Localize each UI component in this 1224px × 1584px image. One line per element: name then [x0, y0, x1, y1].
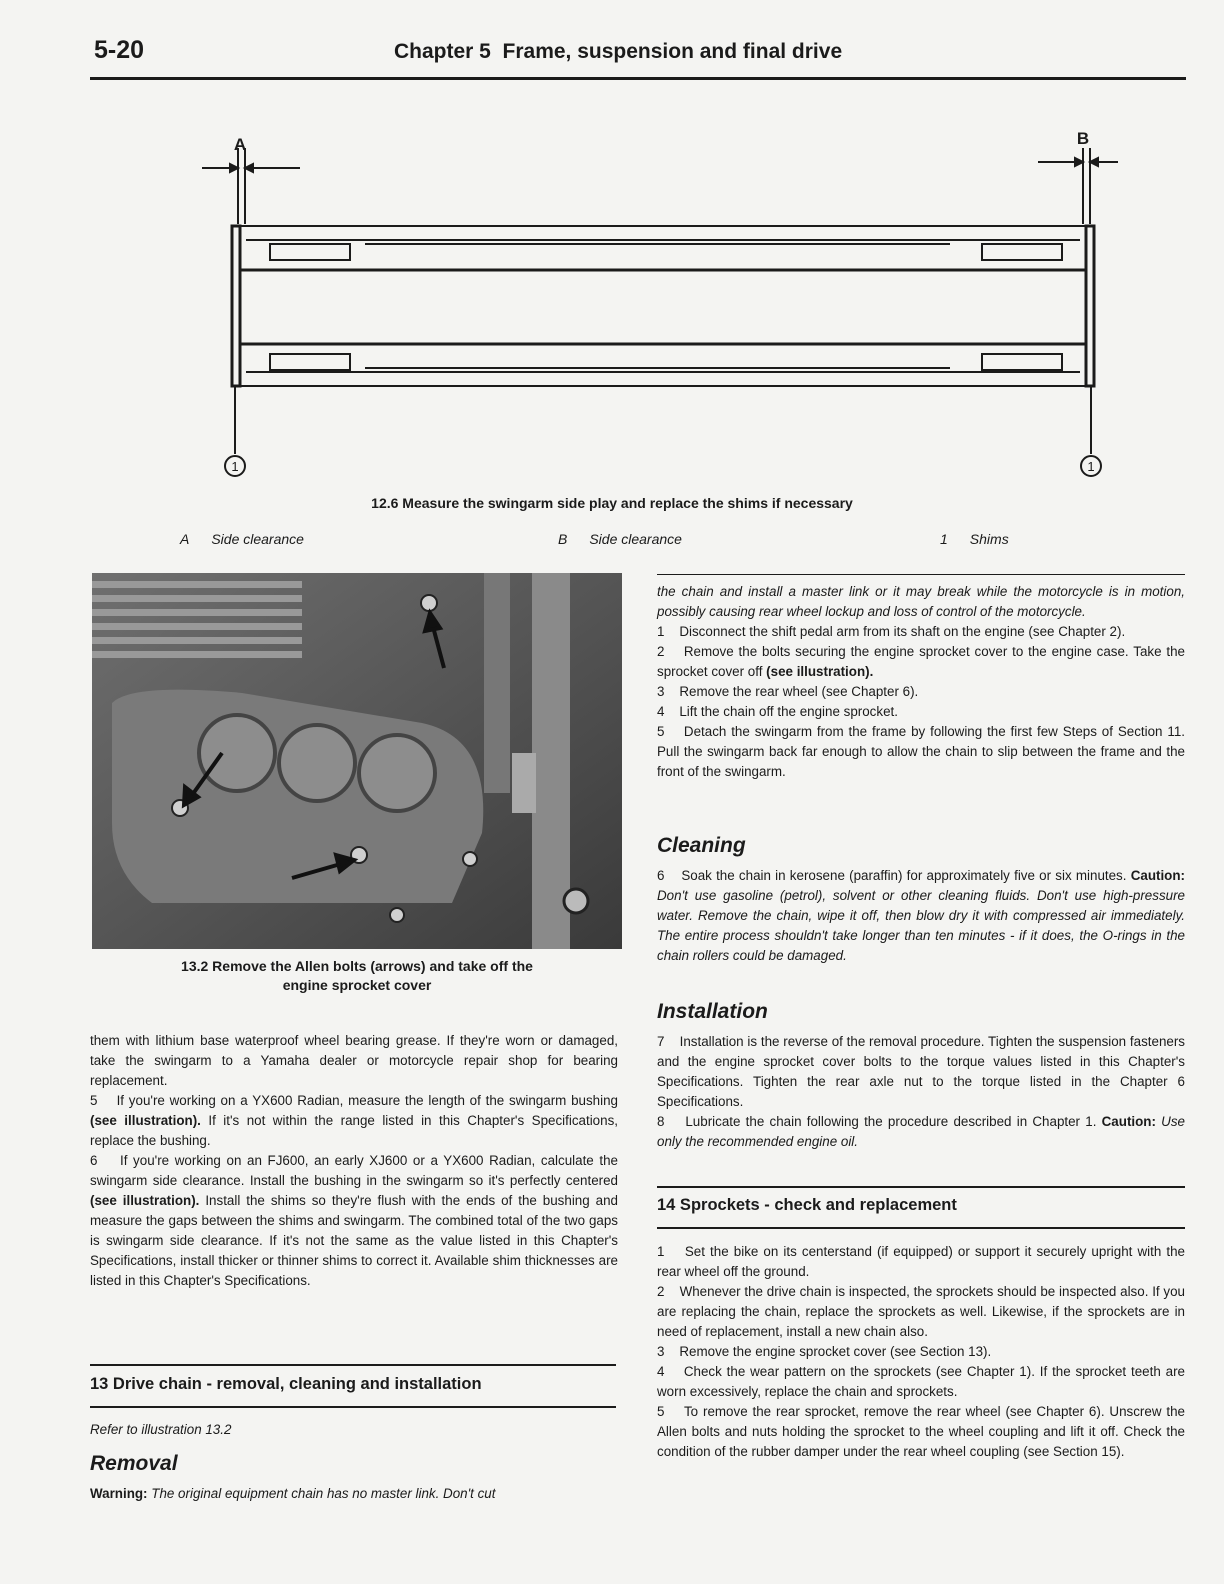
sprocket-step-3: [657, 1342, 1185, 1362]
photo-caption-line2: engine sprocket cover: [282, 977, 432, 993]
step-text: Disconnect the shift pedal arm from its shaft on the engine (see Chapter 2).: [679, 624, 1126, 639]
step-text: Whenever the drive chain is inspected, the sprockets should be inspected also. If you are replacing the chain, replace the sprockets as well. Likewise, if the sprockets are in need of replacement, install a new chain also.: [657, 1284, 1185, 1339]
warning-continued: [657, 582, 1185, 622]
callout-shims-right: 1: [1087, 459, 1095, 474]
caution-label: Caution:: [1130, 868, 1185, 883]
right-column-text: [657, 582, 1185, 782]
cleaning-step-6: [657, 866, 1185, 966]
paragraph-text: If you're working on an FJ600, an early XJ600 or a YX600 Radian, calculate the swingarm side clearance. Install the bushing in the swingarm so it's perfectly centered: [90, 1153, 618, 1188]
step-number: 3: [657, 1344, 665, 1359]
installation-text: [657, 1032, 1185, 1152]
legend-key: A: [180, 531, 190, 547]
step-text: Remove the bolts securing the engine sprocket cover to the engine case. Take the sprocket cover off: [657, 644, 1185, 679]
legend-item-a: [180, 531, 304, 547]
paragraph-text: If you're working on a YX600 Radian, measure the length of the swingarm bushing: [116, 1093, 618, 1108]
step-text: Lift the chain off the engine sprocket.: [679, 704, 898, 719]
step-text: Check the wear pattern on the sprockets (see Chapter 1). If the sprocket teeth are worn excessively, replace the chain and sprockets.: [657, 1364, 1185, 1399]
removal-step-2: [657, 642, 1185, 682]
paragraph-6: [90, 1151, 618, 1291]
cleaning-text: [657, 866, 1185, 966]
section-14-title: 14 Sprockets - check and replacement: [657, 1196, 957, 1214]
paragraph-continued: them with lithium base waterproof wheel bearing grease. If they're worn or damaged, take the swingarm to a Yamaha dealer or motorcycle repair shop for bearing replacement.: [90, 1033, 618, 1088]
callout-shims-left: 1: [231, 459, 239, 474]
step-number: 5: [657, 1404, 665, 1419]
section-13-title: 13 Drive chain - removal, cleaning and installation: [90, 1375, 482, 1393]
installation-step-8: [657, 1112, 1185, 1152]
caution-text: Use only the recommended engine oil.: [657, 1114, 1185, 1149]
step-text: Detach the swingarm from the frame by following the first few Steps of Section 11. Pull the swingarm back far enough to allow the chain to slip between the frame and the front of the swingarm.: [657, 724, 1185, 779]
see-illustration-ref: (see illustration).: [90, 1193, 200, 1208]
step-number: 7: [657, 1034, 665, 1049]
step-text: To remove the rear sprocket, remove the rear wheel (see Chapter 6). Unscrew the Allen bolts and nuts holding the sprocket to the wheel coupling and lift it off. Check the condition of the rubber damper under the rear wheel coupling (see Section 15).: [657, 1404, 1185, 1459]
right-column-rule: [657, 574, 1185, 575]
legend-item-1: [940, 531, 1009, 547]
step-number: 2: [657, 644, 665, 659]
cleaning-heading: Cleaning: [657, 834, 746, 857]
see-illustration-ref: (see illustration).: [90, 1113, 201, 1128]
sprocket-step-2: [657, 1282, 1185, 1342]
left-column-text: [90, 1031, 618, 1291]
paragraph-5: [90, 1091, 618, 1151]
section-13-rule-bottom: [90, 1406, 616, 1408]
step-text: Remove the rear wheel (see Chapter 6).: [679, 684, 919, 699]
label-a: A: [233, 135, 247, 154]
step-text: Soak the chain in kerosene (paraffin) for approximately five or six minutes.: [681, 868, 1131, 883]
removal-step-5: [657, 722, 1185, 782]
step-number: 2: [657, 1284, 665, 1299]
step-text: Set the bike on its centerstand (if equipped) or support it securely upright with the rear wheel off the ground.: [657, 1244, 1185, 1279]
legend-item-b: [558, 531, 682, 547]
sprocket-step-1: [657, 1242, 1185, 1282]
step-text: Lubricate the chain following the procedure described in Chapter 1.: [685, 1114, 1102, 1129]
step-number: 4: [657, 1364, 665, 1379]
chapter-heading: [394, 40, 842, 64]
figure-12-6-caption: 12.6 Measure the swingarm side play and replace the shims if necessary: [371, 495, 853, 511]
engine-sprocket-cover-photo: [92, 573, 622, 949]
chapter-title: Frame, suspension and final drive: [502, 40, 843, 63]
section-14-rule-bottom: [657, 1227, 1185, 1229]
step-number: 6: [657, 868, 665, 883]
step-number: 4: [657, 704, 665, 719]
warning-text: the chain and install a master link or it may break while the motorcycle is in motion, possibly causing rear wheel lockup and loss of control of the motorcycle.: [657, 584, 1185, 619]
step-number: 1: [657, 624, 665, 639]
photo-caption-line1: 13.2 Remove the Allen bolts (arrows) and take off the: [181, 958, 533, 974]
legend-text: Side clearance: [211, 531, 304, 547]
removal-step-3: [657, 682, 1185, 702]
sprocket-step-5: [657, 1402, 1185, 1462]
removal-heading: Removal: [90, 1452, 178, 1475]
paragraph-text: If it's not within the range listed in this Chapter's Specifications, replace the bushing.: [90, 1113, 618, 1148]
legend-key: B: [558, 531, 568, 547]
step-number: 6: [90, 1153, 98, 1168]
removal-step-1: [657, 622, 1185, 642]
step-text: Remove the engine sprocket cover (see Section 13).: [679, 1344, 992, 1359]
page-number: 5-20: [94, 36, 145, 64]
warning-text: The original equipment chain has no master link. Don't cut: [151, 1486, 496, 1501]
sprocket-step-4: [657, 1362, 1185, 1402]
see-illustration-ref: (see illustration).: [766, 664, 874, 679]
label-b: B: [1076, 129, 1090, 148]
chapter-label: Chapter 5: [394, 40, 491, 63]
step-number: 1: [657, 1244, 665, 1259]
removal-step-4: [657, 702, 1185, 722]
warning-note: [90, 1484, 618, 1504]
installation-heading: Installation: [657, 1000, 768, 1023]
step-text: Installation is the reverse of the removal procedure. Tighten the suspension fasteners and the engine sprocket cover bolts to the torque values listed in this Chapter's Specifications. Tighten the rear axle nut to the torque listed in the Chapter 6 Specifications.: [657, 1034, 1185, 1109]
step-number: 5: [657, 724, 665, 739]
paragraph-text: Install the shims so they're flush with the ends of the bushing and measure the gaps between the shims and swingarm. The combined total of the two gaps is swingarm side clearance. If it's not the same as the value listed in this Chapter's Specifications, install thicker or thinner shims to correct it. Available shim thicknesses are listed in this Chapter's Specifications.: [90, 1193, 618, 1288]
step-number: 5: [90, 1093, 98, 1108]
warning-label: Warning:: [90, 1486, 148, 1501]
caution-label: Caution:: [1101, 1114, 1156, 1129]
installation-step-7: [657, 1032, 1185, 1112]
step-number: 8: [657, 1114, 665, 1129]
caution-text: Don't use gasoline (petrol), solvent or other cleaning fluids. Don't use high-pressure water. Remove the chain, wipe it off, then blow dry it with compressed air immediately. The entire process shouldn't take longer than ten minutes - if it does, the O-rings in the chain rollers could be damaged.: [657, 888, 1185, 963]
section-14-text: [657, 1242, 1185, 1462]
legend-text: Shims: [969, 531, 1009, 547]
header-rule: [90, 77, 1186, 80]
step-number: 3: [657, 684, 665, 699]
legend-key: 1: [940, 531, 948, 547]
swingarm-bushing-diagram: [150, 120, 1140, 492]
refer-illustration: Refer to illustration 13.2: [90, 1422, 232, 1437]
section-14-rule-top: [657, 1186, 1185, 1188]
section-13-rule-top: [90, 1364, 616, 1366]
photo-13-2-caption: [92, 957, 622, 995]
legend-text: Side clearance: [589, 531, 682, 547]
